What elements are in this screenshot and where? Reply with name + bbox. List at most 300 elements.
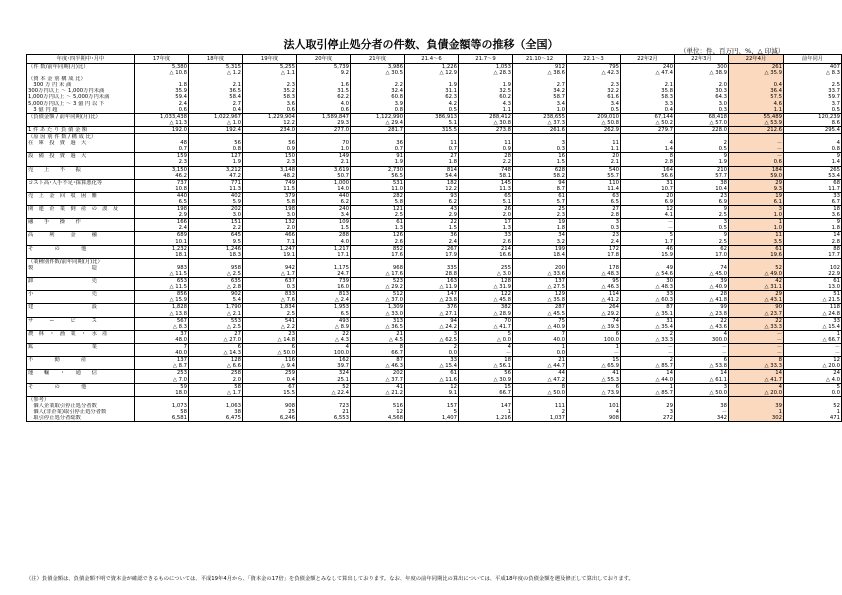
table-cell: 0.7 (405, 146, 459, 153)
table-cell: － (729, 344, 784, 351)
table-cell: △ 20.0 (729, 390, 784, 397)
table-cell: － (729, 337, 784, 344)
table-cell: 5.1 (459, 199, 513, 206)
table-cell: 17.9 (405, 252, 459, 259)
table-cell: 2.8 (567, 212, 621, 219)
table-cell: 2.7 (189, 101, 243, 107)
table-cell: △ 37.7 (351, 377, 405, 384)
table-cell: 12 (405, 383, 459, 390)
table-cell: 29.3 (297, 120, 351, 127)
table-cell: 192.4 (189, 126, 243, 133)
table-cell: 908 (243, 403, 297, 409)
table-cell: 4 (784, 140, 842, 146)
table-cell (675, 134, 729, 141)
table-cell: 58.3 (243, 94, 297, 100)
table-cell: 5 (405, 409, 459, 415)
table-cell: 1 (729, 219, 784, 226)
table-cell: 50.7 (297, 173, 351, 180)
table-cell: － (784, 350, 842, 357)
table-cell: 59.4 (135, 94, 189, 100)
table-cell (189, 396, 243, 403)
table-cell: 114 (567, 291, 621, 298)
table-cell: 11 (405, 140, 459, 146)
table-cell: 228.0 (675, 126, 729, 133)
table-cell: 129 (513, 291, 567, 298)
table-row (27, 271, 842, 278)
table-cell: 202 (189, 206, 243, 213)
table-cell: 120,239 (784, 113, 842, 120)
row-label: そ の 他 (27, 245, 135, 252)
table-cell: 0.5 (405, 107, 459, 114)
table-cell: 908 (567, 415, 621, 422)
table-cell (135, 258, 189, 265)
table-cell: △ 35.1 (621, 311, 675, 318)
table-row (27, 192, 842, 199)
table-cell: 2.0 (189, 377, 243, 384)
table-cell: 198 (135, 206, 189, 213)
table-row (27, 153, 842, 160)
table-cell: 273.8 (459, 126, 513, 133)
table-cell: 3,619 (297, 166, 351, 173)
table-row (27, 363, 842, 370)
row-label: 5,000万円以上 ～ 3 億 円 以 下 (27, 101, 135, 107)
table-cell: 30 (621, 278, 675, 285)
table-cell: 653 (135, 278, 189, 285)
column-header: 17年度 (135, 55, 189, 64)
table-cell: － (621, 344, 675, 351)
table-cell: 262.9 (567, 126, 621, 133)
table-cell: 39 (729, 403, 784, 409)
table-cell: △ 27.1 (405, 311, 459, 318)
table-cell: 0.8 (189, 146, 243, 153)
table-cell: △ 66.7 (784, 337, 842, 344)
row-label (27, 225, 135, 232)
table-cell: △ 11.5 (135, 284, 189, 291)
table-cell: 145 (459, 179, 513, 186)
table-cell: 0.8 (351, 107, 405, 114)
table-cell: 122 (459, 291, 513, 298)
table-cell: 295.4 (784, 126, 842, 133)
table-cell: 2.8 (784, 239, 842, 246)
table-cell: 48.0 (135, 337, 189, 344)
table-cell: 1.9 (675, 159, 729, 166)
table-cell: 9 (675, 232, 729, 239)
row-label: 売 上 金 回 収 困 難 (27, 192, 135, 199)
table-cell: 110 (567, 179, 621, 186)
table-row (27, 330, 842, 337)
table-cell: 18 (459, 357, 513, 364)
table-cell: △ 33.3 (621, 337, 675, 344)
table-cell (405, 258, 459, 265)
table-cell: 261 (729, 64, 784, 71)
table-cell: 94 (405, 317, 459, 324)
table-cell: 31 (621, 179, 675, 186)
table-cell: △ 44.0 (621, 377, 675, 384)
table-cell: 5,315 (189, 64, 243, 71)
table-cell: 531 (351, 179, 405, 186)
table-cell: 5.8 (351, 199, 405, 206)
table-cell: 4.1 (621, 212, 675, 219)
table-cell: 28 (675, 291, 729, 298)
row-label: 個人(非企業)取引停止処分者数 (27, 409, 135, 415)
table-cell: 58 (135, 409, 189, 415)
table-cell: 17.8 (567, 252, 621, 259)
table-cell: 15 (567, 357, 621, 364)
table-cell: 25.1 (297, 377, 351, 384)
table-cell: 0.0 (405, 350, 459, 357)
table-cell: △ 41.7 (729, 377, 784, 384)
table-cell: 0.6 (135, 107, 189, 114)
table-cell: 272 (621, 415, 675, 422)
table-cell: △ 17.6 (351, 271, 405, 278)
row-label (27, 252, 135, 259)
row-label: 不 動 産 (27, 357, 135, 364)
table-cell: 46 (621, 245, 675, 252)
table-cell: 57.7 (675, 173, 729, 180)
table-cell: 59.7 (784, 94, 842, 100)
table-cell: 1,216 (459, 415, 513, 422)
table-cell: 1.9 (351, 159, 405, 166)
table-cell: 440 (297, 192, 351, 199)
table-cell: 1.9 (189, 159, 243, 166)
table-cell: 200 (513, 265, 567, 271)
table-cell: 3.5 (729, 239, 784, 246)
table-cell: △ 2.2 (243, 324, 297, 331)
table-cell (459, 258, 513, 265)
row-label: 製 造 (27, 265, 135, 271)
table-cell: 36 (351, 140, 405, 146)
table-cell: 33 (784, 317, 842, 324)
table-cell: 0.4 (621, 107, 675, 114)
table-row (27, 370, 842, 377)
table-cell: 6.2 (297, 199, 351, 206)
row-label (27, 363, 135, 370)
table-cell: 4.3 (459, 101, 513, 107)
table-cell: 2.6 (351, 239, 405, 246)
table-cell: 553 (189, 317, 243, 324)
table-cell: △ 29.2 (567, 311, 621, 318)
table-cell: 11.4 (567, 186, 621, 193)
table-cell: 19.6 (729, 252, 784, 259)
table-cell: 0.4 (729, 82, 784, 88)
table-cell: 1 (784, 330, 842, 337)
row-label (27, 159, 135, 166)
table-cell: 2.9 (135, 212, 189, 219)
table-cell: △ 38.6 (513, 70, 567, 76)
table-cell: △ 4.0 (784, 377, 842, 384)
table-row (27, 120, 842, 127)
table-cell: 1,217 (297, 245, 351, 252)
table-cell: 8.6 (784, 120, 842, 127)
table-cell: 258 (189, 370, 243, 377)
table-cell: 17.7 (784, 252, 842, 259)
row-label: 個人企業取引停止処分者数 (27, 403, 135, 409)
column-header: 前年同月 (784, 55, 842, 64)
table-cell: 21 (351, 330, 405, 337)
table-cell: 958 (189, 265, 243, 271)
table-cell: 87 (621, 304, 675, 311)
table-row (27, 350, 842, 357)
table-cell: 3 (405, 330, 459, 337)
table-cell: △ 36.5 (351, 324, 405, 331)
table-cell: △ 62.5 (405, 337, 459, 344)
table-cell: △ 8.3 (784, 70, 842, 76)
table-cell: △ 40.9 (513, 324, 567, 331)
table-cell: 137 (135, 357, 189, 364)
table-cell: 34 (513, 232, 567, 239)
table-cell: 17.0 (675, 252, 729, 259)
table-cell: 1 (729, 409, 784, 415)
table-cell: 8 (621, 153, 675, 160)
table-cell: － (621, 225, 675, 232)
table-cell (351, 134, 405, 141)
table-cell: 1.8 (135, 82, 189, 88)
table-row (27, 390, 842, 397)
table-cell: △ 31.9 (459, 284, 513, 291)
table-cell: 1 (459, 409, 513, 415)
table-cell: 15 (459, 383, 513, 390)
table-cell: 3 (513, 140, 567, 146)
table-cell: 1,226 (405, 64, 459, 71)
table-cell: 150 (243, 153, 297, 160)
table-cell: 2.1 (189, 82, 243, 88)
table-cell: 912 (513, 64, 567, 71)
row-label: 小 売 (27, 291, 135, 298)
table-cell: 62.3 (405, 94, 459, 100)
table-cell: △ 10.8 (135, 70, 189, 76)
table-cell (729, 396, 784, 403)
table-cell: 1,229,904 (243, 113, 297, 120)
table-cell: 10.4 (675, 186, 729, 193)
table-cell: 983 (135, 265, 189, 271)
table-cell (243, 396, 297, 403)
table-cell: △ 15.4 (405, 363, 459, 370)
table-cell: 1,232 (135, 245, 189, 252)
table-cell: 109 (297, 219, 351, 226)
table-cell: △ 31.1 (729, 284, 784, 291)
table-cell: △ 45.0 (675, 271, 729, 278)
table-cell: 3 (675, 383, 729, 390)
table-cell (729, 258, 784, 265)
table-cell: 60.8 (351, 94, 405, 100)
table-cell: 2.1 (567, 159, 621, 166)
row-label: 300 万 円 未 満 (27, 82, 135, 88)
row-label: （資 本 金 別 構 成 比） (27, 76, 135, 82)
table-cell: 37 (135, 330, 189, 337)
table-cell: △ 35.9 (729, 70, 784, 76)
table-cell (784, 134, 842, 141)
row-label (27, 324, 135, 331)
table-cell: 56 (189, 140, 243, 146)
table-cell: △ 1.2 (189, 70, 243, 76)
table-cell: 267 (405, 245, 459, 252)
table-cell (351, 396, 405, 403)
table-cell: 2.2 (459, 159, 513, 166)
table-cell: 402 (189, 192, 243, 199)
table-cell (297, 396, 351, 403)
table-cell: 324 (297, 370, 351, 377)
table-cell: 52 (729, 265, 784, 271)
table-cell: 3 (567, 219, 621, 226)
table-cell: － (675, 350, 729, 357)
table-cell: △ 13.8 (135, 311, 189, 318)
table-cell: △ 30.5 (351, 70, 405, 76)
table-cell: 1.0 (729, 212, 784, 219)
row-label (27, 271, 135, 278)
table-cell: 3.0 (189, 212, 243, 219)
table-cell: 61 (729, 245, 784, 252)
table-cell: 35.9 (135, 88, 189, 94)
table-cell: △ 73.9 (567, 390, 621, 397)
table-cell: 3 (675, 219, 729, 226)
table-cell: 255 (459, 265, 513, 271)
table-cell: 0.9 (459, 146, 513, 153)
column-header: 22年2月 (621, 55, 675, 64)
column-header: 21.4～6 (405, 55, 459, 64)
table-cell: 14 (784, 232, 842, 239)
table-cell: △ 65.9 (567, 363, 621, 370)
table-cell: 3 (729, 206, 784, 213)
table-cell (513, 258, 567, 265)
table-cell: △ 47.2 (513, 377, 567, 384)
table-row (27, 396, 842, 403)
table-cell: 6,246 (243, 415, 297, 422)
table-cell: △ 53.8 (675, 363, 729, 370)
table-cell: － (675, 409, 729, 415)
table-cell: △ 56.1 (459, 363, 513, 370)
table-cell: 279.7 (621, 126, 675, 133)
table-cell: 313 (351, 317, 405, 324)
table-cell: △ 42.3 (567, 70, 621, 76)
table-cell: 87 (351, 357, 405, 364)
table-cell: 5 (621, 232, 675, 239)
table-cell (567, 396, 621, 403)
table-cell: △ 33.3 (729, 324, 784, 331)
table-cell: 1,834 (243, 304, 297, 311)
table-cell: 302 (729, 415, 784, 422)
table-cell (297, 258, 351, 265)
table-cell: 62 (675, 245, 729, 252)
table-cell: △ 50.2 (621, 120, 675, 127)
table-cell: 7 (513, 330, 567, 337)
table-cell: 2.8 (621, 159, 675, 166)
table-cell: 11.3 (459, 186, 513, 193)
table-cell: 2.3 (567, 82, 621, 88)
table-cell: 0.5 (675, 146, 729, 153)
table-row (27, 64, 842, 71)
row-label (27, 212, 135, 219)
table-row (27, 113, 842, 120)
table-cell: 14 (729, 370, 784, 377)
table-cell: △ 8.9 (297, 324, 351, 331)
table-cell: △ 60.3 (621, 297, 675, 304)
table-cell: 137 (513, 278, 567, 285)
table-row (27, 377, 842, 384)
table-cell: 407 (784, 64, 842, 71)
table-cell: 749 (243, 179, 297, 186)
row-label (27, 337, 135, 344)
table-cell: － (675, 344, 729, 351)
table-cell: 813 (297, 291, 351, 298)
table-row (27, 126, 842, 133)
table-cell: 68 (784, 179, 842, 186)
table-row (27, 317, 842, 324)
table-cell: 1 (784, 409, 842, 415)
table-cell: △ 85.7 (621, 363, 675, 370)
table-cell: 5,380 (135, 64, 189, 71)
table-cell (405, 134, 459, 141)
table-cell: 31.1 (405, 88, 459, 94)
table-cell: △ 27.0 (189, 337, 243, 344)
table-cell: 7.1 (243, 239, 297, 246)
table-cell: － (729, 153, 784, 160)
table-cell: 21 (297, 409, 351, 415)
row-label: 300万円以上 ～ 1,000万円未満 (27, 88, 135, 94)
table-cell: 1,309 (351, 304, 405, 311)
table-cell: 10.7 (621, 186, 675, 193)
table-cell (351, 258, 405, 265)
table-cell: 15.5 (243, 390, 297, 397)
table-cell: 38 (675, 179, 729, 186)
table-cell: △ 85.7 (621, 390, 675, 397)
row-label (27, 186, 135, 193)
table-cell: 36.4 (729, 88, 784, 94)
table-cell: 28 (459, 153, 513, 160)
table-cell: 856 (135, 291, 189, 298)
table-cell: 342 (675, 415, 729, 422)
footnote: （注）負債金額は、負債金額不明で資本金が確認できるものについては、平成19年4月から、「資本金の17倍」を負債金額とみなして算出しております。なお、年度の前年同期比の算出については、平成18年度の負債金額を遡及修正して算出しております。 (26, 576, 634, 582)
table-cell: 67 (243, 383, 297, 390)
table-cell: 833 (243, 291, 297, 298)
table-cell: 5.4 (189, 297, 243, 304)
table-cell: 22.9 (784, 271, 842, 278)
table-cell: 6.1 (729, 199, 784, 206)
table-cell: 3.4 (513, 101, 567, 107)
table-cell: 6 (675, 357, 729, 364)
table-cell: 300 (675, 64, 729, 71)
table-cell: 202 (351, 370, 405, 377)
table-cell: 771 (189, 179, 243, 186)
table-cell: △ 37.0 (351, 297, 405, 304)
table-row (27, 146, 842, 153)
table-cell: 2.6 (459, 239, 513, 246)
table-cell: 6.5 (567, 199, 621, 206)
table-cell: 4 (675, 330, 729, 337)
table-cell: 65 (459, 192, 513, 199)
table-cell: 66.7 (351, 350, 405, 357)
table-cell: 111 (513, 403, 567, 409)
table-cell: 46.2 (135, 173, 189, 180)
table-cell: 52 (297, 383, 351, 390)
row-label (27, 390, 135, 397)
table-cell: 2.5 (675, 212, 729, 219)
table-cell: － (729, 146, 784, 153)
table-cell: 3 (621, 409, 675, 415)
table-cell: 968 (351, 265, 405, 271)
table-cell: △ 49.0 (729, 271, 784, 278)
table-cell (784, 258, 842, 265)
table-cell: 31.5 (297, 88, 351, 94)
table-cell: 23 (675, 192, 729, 199)
table-cell: 1,790 (189, 304, 243, 311)
table-cell (621, 258, 675, 265)
table-cell: 128 (459, 278, 513, 285)
table-cell: 147 (405, 291, 459, 298)
table-cell: △ 33.6 (513, 271, 567, 278)
table-cell: △ 14.8 (243, 337, 297, 344)
table-cell: 2 (621, 330, 675, 337)
table-cell: 43 (405, 206, 459, 213)
